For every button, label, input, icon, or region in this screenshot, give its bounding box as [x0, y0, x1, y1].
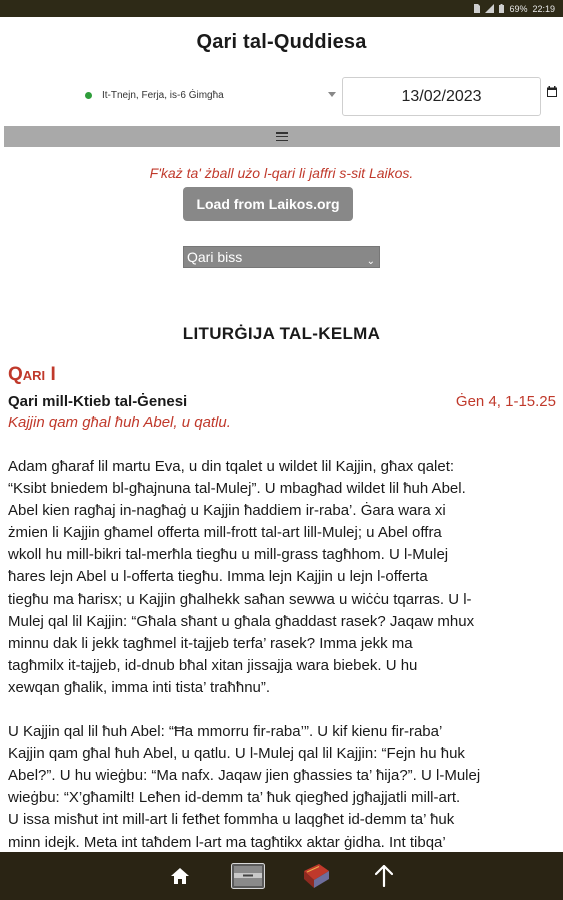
- load-from-laikos-button[interactable]: Load from Laikos.org: [183, 187, 353, 221]
- reading-type-select[interactable]: [183, 246, 380, 268]
- battery-icon: [499, 4, 504, 13]
- arrow-up-icon: [375, 865, 393, 887]
- book-button[interactable]: [299, 859, 333, 893]
- date-row: [0, 76, 563, 116]
- scroll-top-button[interactable]: [367, 859, 401, 893]
- home-button[interactable]: [163, 859, 197, 893]
- reading-source: Qari mill-Ktieb tal-Ġenesi: [8, 393, 188, 410]
- reading-heading: Qari I: [8, 364, 56, 385]
- bottom-nav: [0, 852, 563, 900]
- chevron-down-icon: [328, 92, 336, 97]
- reading-subtitle: Kajjin qam għal ħuh Abel, u qatlu.: [8, 414, 231, 431]
- signal-icon: [485, 4, 494, 13]
- hamburger-icon: [276, 132, 288, 141]
- error-message: F'każ ta' żball użo l-qari li jaffri s-sit Laikos.: [149, 165, 414, 181]
- battery-percent: 69%: [509, 3, 528, 14]
- sim-icon: [473, 4, 480, 13]
- clock: 22:19: [532, 3, 555, 14]
- status-dot-icon: [85, 92, 92, 99]
- reading-body: [8, 456, 556, 876]
- date-input[interactable]: 13/02/2023: [342, 77, 541, 116]
- book-icon: [301, 862, 331, 890]
- day-label: It-Tnejn, Ferja, is-6 Ġimgħa: [102, 89, 224, 101]
- select-arrows-icon: ⌄: [366, 256, 375, 267]
- screen-icon: [231, 863, 265, 889]
- status-bar: [0, 0, 563, 17]
- home-icon: [170, 867, 190, 885]
- reading-reference: Ġen 4, 1-15.25: [455, 393, 556, 410]
- calendar-icon[interactable]: [547, 86, 557, 97]
- screen-button[interactable]: [231, 859, 265, 893]
- reading-paragraph: U Kajjin qal lil ħuh Abel: “Ħa mmorru fir-raba’”. U kif kienu fir-raba’ Kajjin qam għal ħuh Abel, u qatlu. U l-Mulej qal lil Kajjin: “Fejn hu ħuk Abel?”. U hu wieġbu: “Ma nafx. Jaqaw jien għassies ta’ ħija?”. U l-Mulej wieġbu: “X’għamilt! Leħen id-demm ta’ ħuk qiegħed jgħajjatli mill-art. U issa misħut int mill-art li fetħet fommha u laqgħet id-demm ta’ ħuk minn idejk. Meta int taħdem l-art ma tagħtikx aktar ġidha. Int tibqa’: [8, 723, 481, 851]
- app-title: Qari tal-Quddiesa: [196, 31, 367, 53]
- reading-type-value: Qari biss: [187, 249, 243, 265]
- day-dropdown[interactable]: [80, 84, 338, 106]
- section-title: LITURĠIJA TAL-KELMA: [182, 324, 381, 343]
- menu-bar[interactable]: [4, 126, 560, 147]
- reading-paragraph: Adam għaraf lil martu Eva, u din tqalet u wildet lil Kajjin, għax qalet: “Ksibt bniedem bl-għajnuna tal-Mulej”. U mbagħad wildet lil ħuh Abel. Abel kien ragħaj in-nagħaġ u Kajjin ħaddiem ir-raba’. Ġara wara xi żmien li Kajjin għamel offerta mill-frott tal-art lill-Mulej; u Abel offra wkoll hu mill-bikri tal-merħla tiegħu u mill-grass tagħhom. U l-Mulej ħares lejn Abel u l-offerta tiegħu. Imma lejn Kajjin u lejn l-offerta tiegħu ma ħarisx; u Kajjin għalhekk saħan sewwa u wiċċu tqarras. U l- Mulej qal lil Kajjin: “Għala sħant u għala għaddast rasek? Jaqaw mhux minnu dak li jekk tagħmel it-tajjeb terfa’ rasek? Imma jekk ma tagħmilx it-tajjeb, id-dnub bħal xitan jissajja wara biebek. U hu xewqan għalik, imma inti tista’ traħħnu”.: [8, 458, 475, 696]
